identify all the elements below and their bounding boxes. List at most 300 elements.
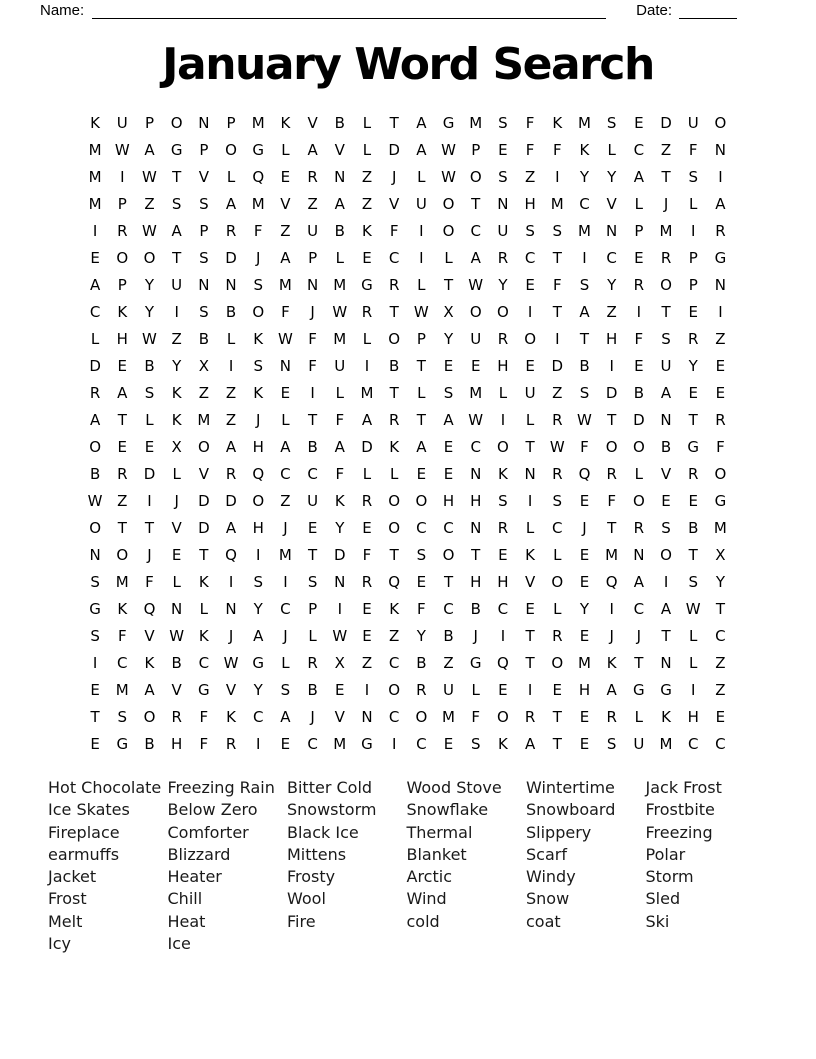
grid-letter: T (117, 519, 127, 537)
grid-letter: G (170, 141, 183, 159)
grid-letter: W (142, 222, 157, 240)
grid-letter: I (691, 681, 696, 699)
grid-letter: K (552, 114, 563, 132)
grid-letter: C (443, 600, 454, 618)
word-item: Fireplace (48, 822, 120, 842)
grid-letter: Y (607, 276, 617, 294)
word-item: coat (526, 911, 561, 931)
name-label: Name: (40, 2, 85, 19)
grid-letter: J (663, 195, 669, 213)
grid-letter: B (470, 600, 481, 618)
grid-letter: Y (172, 357, 182, 375)
grid-letter: R (89, 384, 101, 402)
grid-letter: W (441, 168, 456, 186)
grid-letter: H (524, 195, 536, 213)
word-list-column (646, 777, 766, 955)
grid-letter: I (609, 600, 614, 618)
grid-row (82, 623, 735, 650)
grid-letter: A (334, 195, 345, 213)
grid-letter: O (660, 546, 672, 564)
header (40, 3, 737, 19)
grid-letter: O (170, 114, 183, 132)
grid-letter: S (280, 681, 291, 699)
grid-letter: S (688, 573, 698, 591)
grid-letter: Y (253, 681, 263, 699)
grid-letter: N (198, 276, 210, 294)
grid-row (82, 434, 735, 461)
grid-row (82, 218, 735, 245)
grid-letter: G (252, 141, 265, 159)
grid-letter: F (552, 141, 562, 159)
grid-letter: B (171, 654, 182, 672)
grid-letter: I (555, 168, 560, 186)
grid-letter: L (553, 600, 562, 618)
grid-letter: Z (144, 195, 155, 213)
grid-letter: R (416, 681, 427, 699)
grid-letter: S (552, 222, 563, 240)
grid-letter: Z (171, 330, 182, 348)
grid-letter: E (416, 465, 427, 483)
grid-row (82, 704, 735, 731)
grid-letter: P (688, 276, 698, 294)
grid-letter: O (605, 438, 618, 456)
grid-letter: T (661, 168, 671, 186)
grid-letter: N (524, 465, 536, 483)
grid-letter: T (661, 627, 671, 645)
grid-letter: W (413, 303, 429, 321)
grid-letter: A (633, 573, 644, 591)
grid-letter: O (252, 492, 265, 510)
word-list-column (168, 777, 288, 955)
grid-letter: M (659, 735, 673, 753)
grid-letter: I (391, 735, 397, 753)
grid-letter: E (498, 546, 508, 564)
word-item: Fire (287, 911, 316, 931)
grid-letter: L (525, 411, 535, 429)
grid-letter: S (498, 492, 508, 510)
grid-letter: N (225, 276, 237, 294)
grid-letter: Z (117, 492, 128, 510)
grid-letter: K (253, 384, 264, 402)
grid-letter: T (471, 546, 481, 564)
grid-letter: Z (443, 654, 454, 672)
grid-letter: Q (578, 465, 591, 483)
grid-letter: E (117, 357, 128, 375)
grid-letter: L (335, 249, 344, 267)
grid-letter: N (198, 114, 210, 132)
grid-letter: N (225, 600, 237, 618)
grid-letter: U (307, 222, 319, 240)
grid-letter: S (661, 330, 671, 348)
grid-letter: I (419, 249, 424, 267)
grid-letter: D (660, 114, 672, 132)
grid-letter: L (634, 465, 644, 483)
grid-row (82, 380, 735, 407)
grid-letter: Q (605, 573, 618, 591)
grid-letter: J (582, 519, 587, 537)
grid-letter: C (280, 465, 291, 483)
grid-letter: Q (225, 546, 237, 564)
grid-letter: E (715, 708, 726, 726)
grid-letter: E (362, 519, 372, 537)
word-item: Wind (406, 889, 447, 909)
grid-letter: B (225, 303, 237, 321)
grid-letter: B (198, 330, 209, 348)
grid-letter: B (633, 384, 644, 402)
name-fill-in-line[interactable] (92, 5, 606, 19)
grid-letter: U (307, 492, 319, 510)
word-item: Comforter (167, 822, 249, 842)
grid-letter: S (498, 168, 508, 186)
grid-letter: Z (361, 195, 373, 213)
grid-letter: G (89, 600, 101, 618)
grid-letter: H (442, 492, 455, 510)
grid-letter: E (90, 681, 100, 699)
grid-row (82, 191, 735, 218)
grid-letter: M (88, 141, 102, 159)
grid-letter: O (714, 465, 727, 483)
grid-letter: S (579, 384, 590, 402)
grid-letter: O (714, 114, 727, 132)
grid-letter: O (143, 708, 156, 726)
grid-letter: B (334, 222, 345, 240)
grid-letter: E (362, 627, 372, 645)
grid-letter: L (553, 546, 562, 564)
grid-letter: Z (660, 141, 672, 159)
grid-letter: Z (715, 681, 726, 699)
word-item: Heater (167, 867, 222, 887)
grid-letter: L (417, 168, 426, 186)
grid-letter: O (469, 168, 482, 186)
grid-letter: U (116, 114, 128, 132)
grid-letter: L (226, 330, 236, 348)
grid-letter: O (388, 681, 401, 699)
grid-letter: T (144, 519, 155, 537)
grid-letter: L (471, 681, 480, 699)
grid-letter: C (280, 600, 291, 618)
grid-letter: W (142, 330, 157, 348)
grid-letter: Y (253, 600, 263, 618)
grid-letter: L (607, 141, 616, 159)
grid-letter: E (335, 681, 345, 699)
grid-letter: R (497, 330, 509, 348)
grid-letter: W (142, 168, 157, 186)
grid-letter: O (524, 330, 536, 348)
grid-letter: T (199, 546, 209, 564)
grid-letter: L (281, 141, 290, 159)
grid-letter: R (660, 249, 672, 267)
word-item: Frosty (287, 867, 336, 887)
grid-letter: F (199, 708, 209, 726)
grid-letter: A (144, 681, 155, 699)
grid-letter: K (362, 222, 372, 240)
grid-letter: U (660, 357, 672, 375)
grid-letter: F (308, 330, 317, 348)
date-label: Date: (636, 2, 672, 19)
grid-letter: S (307, 573, 318, 591)
grid-letter: A (416, 114, 427, 132)
grid-letter: I (555, 330, 560, 348)
grid-letter: K (579, 141, 590, 159)
grid-row (82, 488, 735, 515)
grid-letter: L (199, 600, 209, 618)
grid-letter: P (634, 222, 644, 240)
grid-letter: Y (144, 303, 155, 321)
grid-letter: F (117, 627, 127, 645)
grid-letter: M (251, 114, 265, 132)
word-list-column (287, 777, 407, 955)
grid-letter: T (715, 600, 725, 618)
grid-letter: V (660, 465, 672, 483)
grid-letter: Z (361, 168, 373, 186)
grid-letter: Z (198, 384, 209, 402)
grid-letter: F (281, 303, 290, 321)
grid-letter: R (497, 519, 509, 537)
grid-row (82, 299, 735, 326)
grid-letter: L (689, 654, 698, 672)
grid-letter: K (198, 573, 209, 591)
grid-row (82, 515, 735, 542)
grid-letter: M (251, 195, 265, 213)
grid-letter: R (715, 222, 726, 240)
grid-letter: C (416, 519, 427, 537)
grid-letter: U (171, 276, 183, 294)
word-item: Black Ice (287, 822, 359, 842)
grid-letter: T (688, 546, 698, 564)
grid-letter: C (497, 600, 509, 618)
grid-letter: J (391, 168, 397, 186)
grid-letter: E (90, 249, 100, 267)
word-item: Ice Skates (48, 800, 130, 820)
word-item: Melt (48, 911, 83, 931)
grid-letter: R (688, 330, 699, 348)
word-list-column (526, 777, 646, 955)
grid-letter: C (252, 708, 264, 726)
grid-letter: A (416, 438, 427, 456)
grid-letter: Y (579, 600, 590, 618)
grid-letter: O (497, 438, 509, 456)
grid-letter: S (199, 303, 209, 321)
grid-letter: M (360, 384, 374, 402)
grid-letter: I (120, 168, 125, 186)
grid-letter: G (361, 735, 373, 753)
grid-letter: K (497, 735, 508, 753)
grid-letter: Y (443, 330, 454, 348)
grid-letter: B (307, 681, 318, 699)
grid-letter: I (663, 573, 669, 591)
grid-letter: S (144, 384, 155, 402)
grid-letter: Z (715, 330, 726, 348)
grid-letter: L (525, 519, 535, 537)
grid-letter: K (198, 627, 209, 645)
grid-row (82, 542, 735, 569)
grid-letter: M (197, 411, 211, 429)
grid-letter: O (497, 303, 509, 321)
grid-letter: D (551, 357, 564, 375)
grid-letter: N (606, 222, 618, 240)
grid-letter: J (609, 627, 614, 645)
grid-letter: Z (225, 411, 237, 429)
word-item: Wool (287, 889, 326, 909)
grid-letter: S (199, 195, 209, 213)
word-item: Snowboard (526, 800, 616, 820)
grid-letter: G (469, 654, 482, 672)
grid-letter: V (144, 627, 155, 645)
grid-letter: K (90, 114, 101, 132)
grid-letter: E (90, 735, 100, 753)
grid-letter: Y (607, 168, 617, 186)
grid-letter: S (498, 114, 508, 132)
grid-letter: S (90, 627, 100, 645)
grid-letter: T (416, 411, 426, 429)
word-item: Bitter Cold (287, 778, 373, 797)
grid-row (82, 353, 735, 380)
grid-letter: W (277, 330, 293, 348)
grid-letter: R (715, 411, 726, 429)
grid-letter: D (388, 141, 400, 159)
grid-letter: I (256, 546, 261, 564)
grid-letter: J (310, 708, 315, 726)
grid-letter: L (281, 411, 290, 429)
grid-letter: B (89, 465, 101, 483)
grid-letter: A (225, 195, 237, 213)
word-item: Wintertime (526, 778, 615, 797)
grid-letter: M (577, 114, 591, 132)
grid-letter: Z (280, 222, 291, 240)
grid-letter: T (172, 168, 182, 186)
grid-letter: D (225, 492, 237, 510)
grid-letter: Y (579, 168, 590, 186)
grid-letter: S (579, 276, 590, 294)
grid-letter: U (470, 330, 482, 348)
grid-letter: I (364, 681, 370, 699)
grid-letter: N (361, 708, 373, 726)
grid-letter: C (388, 708, 400, 726)
grid-letter: K (226, 708, 236, 726)
grid-letter: F (417, 600, 426, 618)
grid-letter: E (552, 681, 563, 699)
grid-letter: H (252, 438, 264, 456)
grid-letter: S (525, 222, 535, 240)
grid-letter: E (661, 492, 671, 510)
grid-letter: V (524, 573, 536, 591)
grid-letter: T (525, 654, 535, 672)
grid-letter: T (389, 546, 399, 564)
grid-letter: I (147, 492, 152, 510)
grid-letter: M (278, 546, 292, 564)
date-fill-in-line[interactable] (679, 5, 737, 19)
grid-letter: I (718, 168, 723, 186)
word-item: Below Zero (167, 800, 258, 820)
grid-letter: J (256, 249, 261, 267)
grid-letter: S (688, 168, 698, 186)
grid-letter: G (361, 276, 373, 294)
grid-letter: L (362, 465, 372, 483)
grid-letter: S (606, 114, 617, 132)
grid-letter: R (117, 222, 128, 240)
grid-letter: L (362, 330, 372, 348)
grid-letter: P (226, 114, 236, 132)
grid-letter: N (279, 357, 292, 375)
grid-letter: I (582, 249, 587, 267)
grid-letter: W (223, 654, 239, 672)
grid-letter: R (524, 708, 536, 726)
grid-letter: K (171, 384, 182, 402)
grid-letter: E (579, 573, 590, 591)
word-item: Slippery (526, 822, 592, 842)
grid-letter: U (687, 114, 699, 132)
grid-letter: J (473, 627, 478, 645)
grid-letter: M (469, 384, 483, 402)
grid-letter: N (470, 519, 482, 537)
grid-letter: B (389, 357, 400, 375)
grid-letter: N (334, 168, 346, 186)
grid-letter: T (607, 519, 617, 537)
grid-letter: C (579, 195, 590, 213)
grid-letter: V (171, 681, 182, 699)
grid-letter: B (144, 735, 155, 753)
grid-letter: O (469, 303, 482, 321)
grid-letter: Q (252, 168, 265, 186)
grid-letter: E (525, 357, 535, 375)
grid-letter: T (172, 249, 182, 267)
grid-row (82, 245, 735, 272)
grid-letter: V (198, 465, 209, 483)
grid-letter: J (228, 627, 234, 645)
word-item: Arctic (406, 867, 452, 887)
grid-letter: H (470, 573, 482, 591)
grid-letter: I (636, 303, 642, 321)
grid-letter: S (253, 573, 263, 591)
grid-letter: K (389, 438, 400, 456)
grid-letter: O (143, 249, 156, 267)
grid-letter: J (283, 627, 288, 645)
grid-letter: W (685, 600, 701, 618)
grid-row (82, 461, 735, 488)
grid-letter: I (337, 600, 342, 618)
grid-letter: M (550, 195, 564, 213)
grid-letter: F (199, 735, 209, 753)
grid-letter: J (147, 546, 152, 564)
word-item: Frostbite (645, 800, 715, 820)
grid-letter: K (525, 546, 536, 564)
grid-letter: J (310, 303, 315, 321)
grid-letter: C (117, 654, 128, 672)
grid-letter: Z (225, 384, 237, 402)
grid-letter: H (470, 492, 482, 510)
grid-letter: N (660, 654, 672, 672)
grid-row (82, 272, 735, 299)
grid-letter: C (524, 249, 536, 267)
grid-letter: I (174, 303, 179, 321)
word-item: Freezing Rain (167, 778, 275, 797)
grid-letter: I (718, 303, 723, 321)
grid-letter: A (89, 411, 101, 429)
grid-letter: W (549, 438, 565, 456)
grid-letter: P (117, 195, 127, 213)
grid-letter: Q (143, 600, 156, 618)
grid-letter: W (332, 303, 348, 321)
word-item: Jack Frost (645, 778, 722, 797)
grid-letter: T (308, 411, 318, 429)
grid-letter: M (659, 222, 673, 240)
grid-letter: M (115, 573, 129, 591)
grid-letter: K (171, 411, 182, 429)
grid-letter: S (443, 384, 454, 402)
grid-letter: E (362, 600, 372, 618)
grid-letter: G (442, 114, 455, 132)
grid-letter: L (335, 384, 344, 402)
